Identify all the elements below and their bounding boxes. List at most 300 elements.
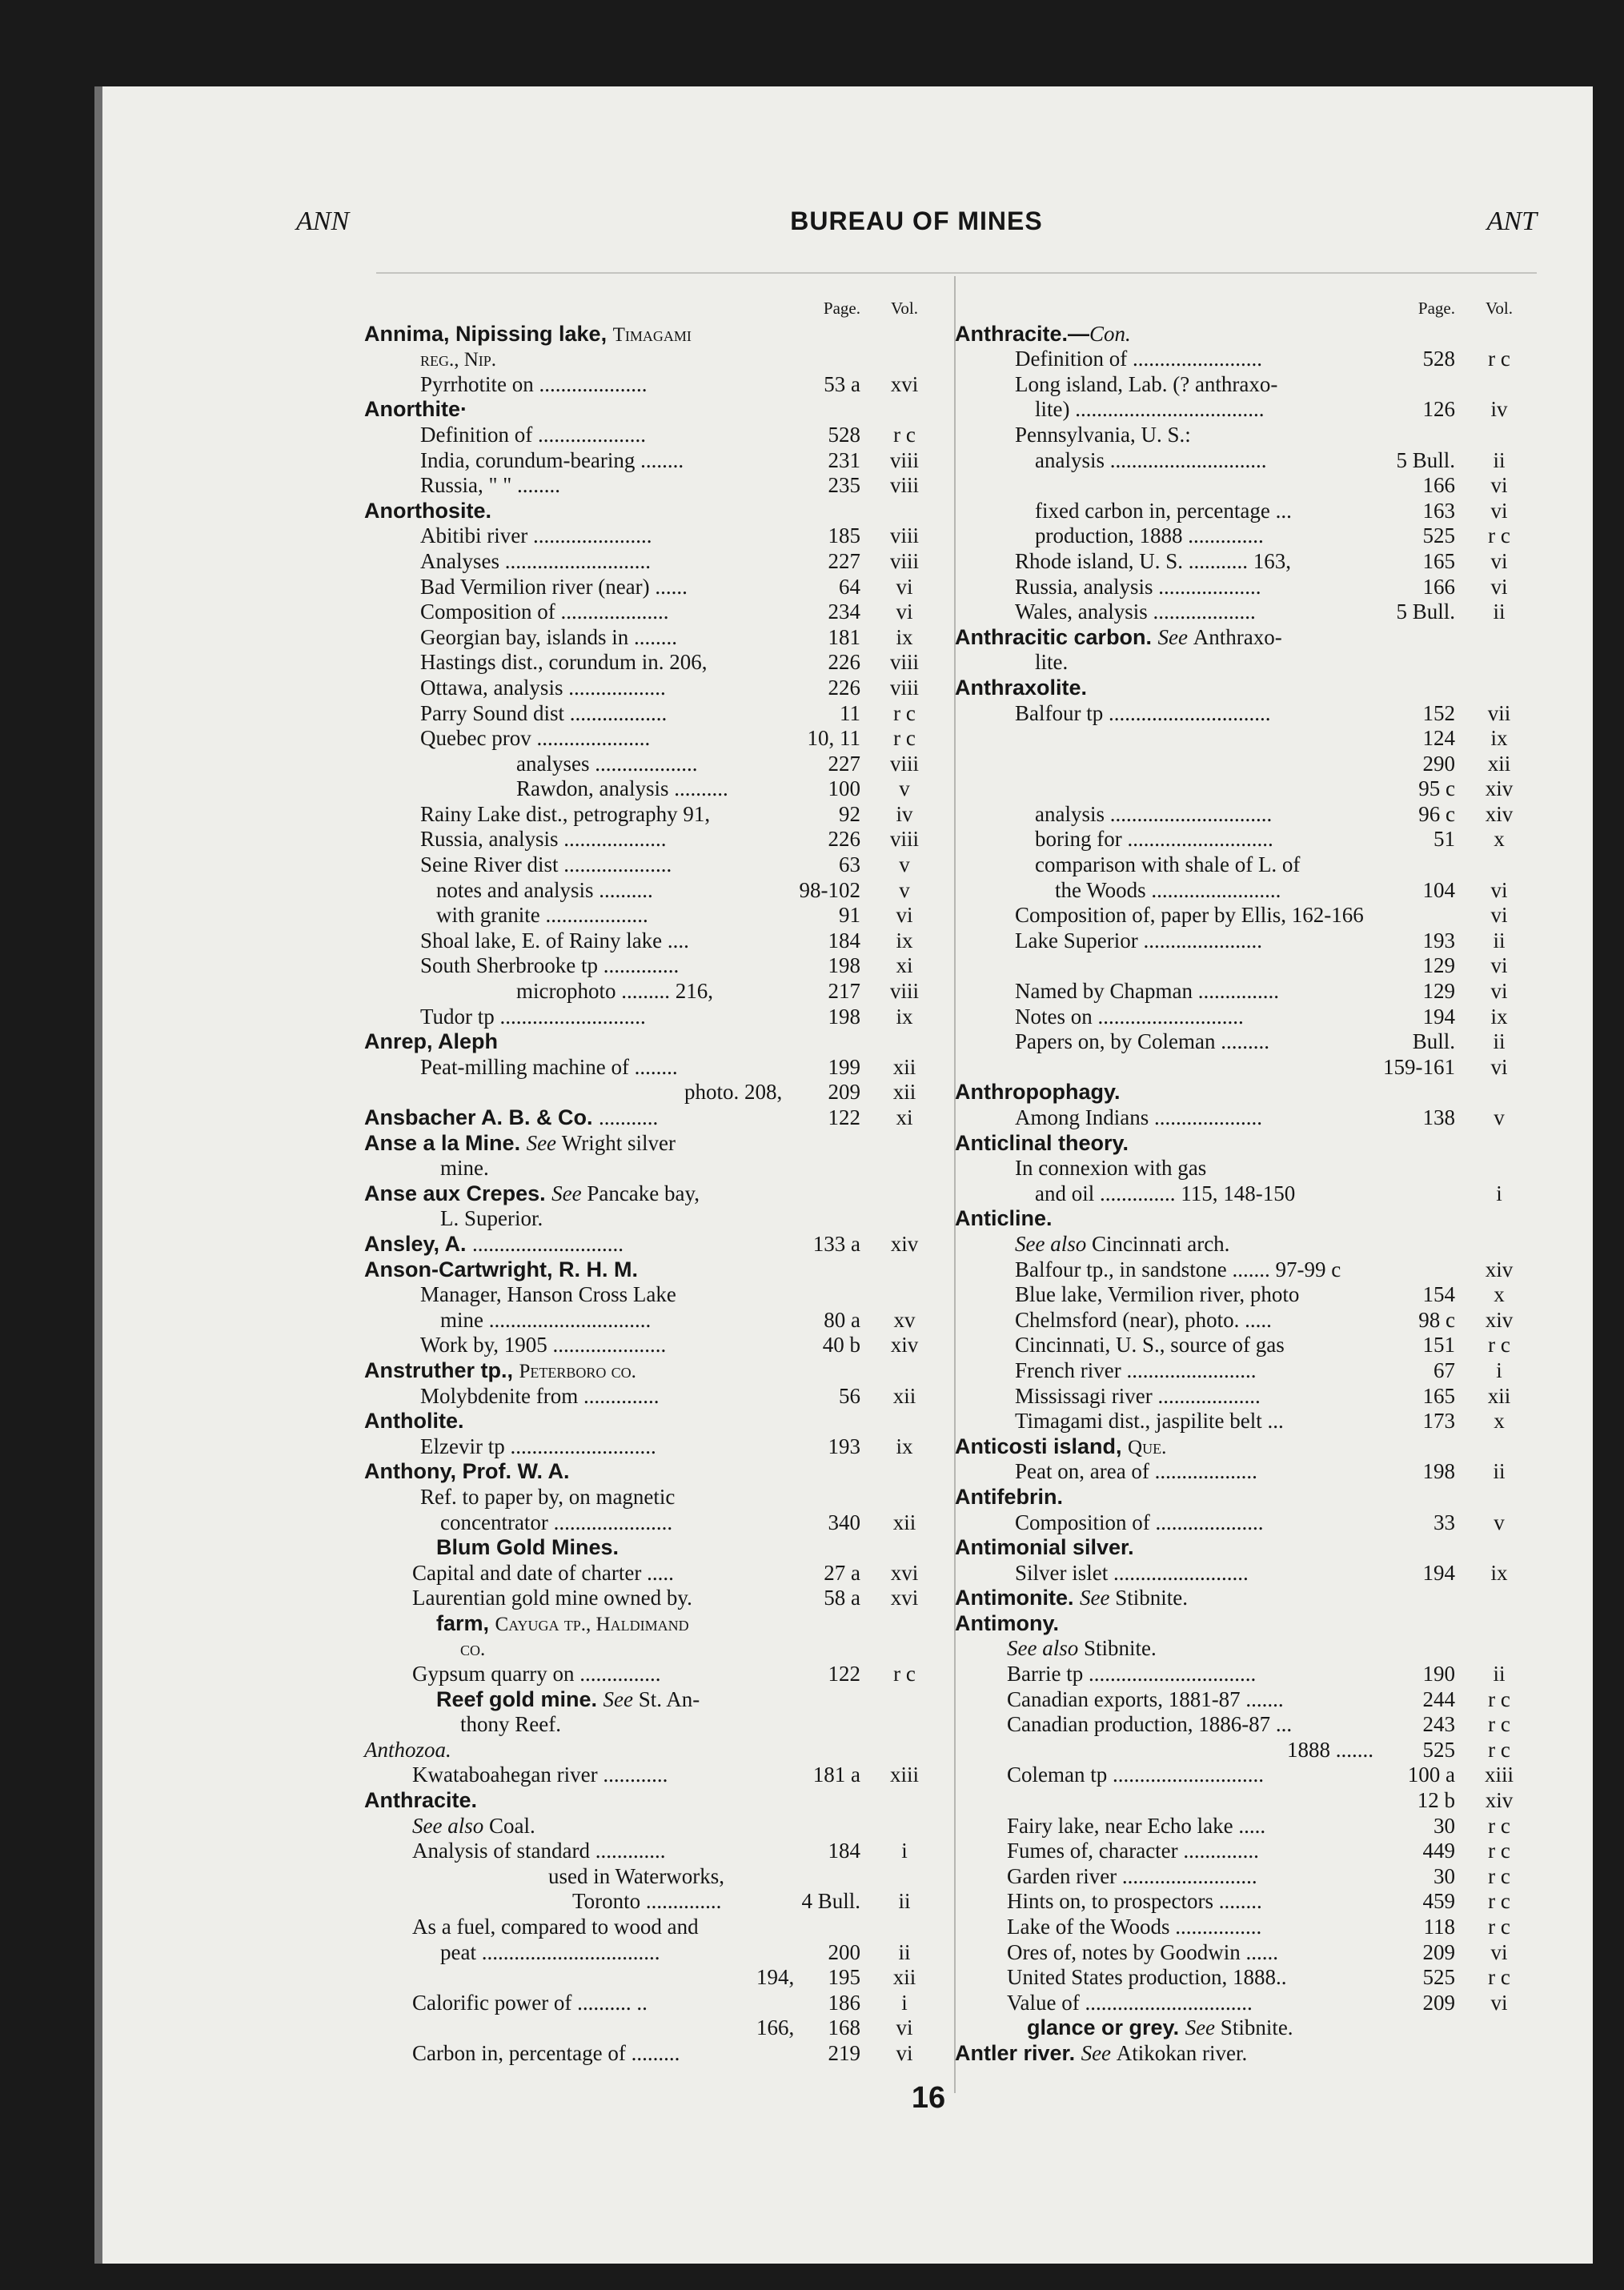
entry-text bbox=[440, 1156, 489, 1181]
entry-text bbox=[1015, 1384, 1261, 1410]
entry-subtext: Cayuga tp., Haldimand bbox=[495, 1613, 689, 1635]
index-entry bbox=[955, 1535, 1535, 1561]
entry-page: 234 bbox=[828, 600, 860, 624]
entry-text bbox=[1035, 1181, 1295, 1207]
entry-page: 227 bbox=[828, 751, 860, 776]
entry-heading: Anthracite. bbox=[364, 1788, 478, 1813]
entry-text bbox=[364, 1029, 498, 1055]
entry-volume: vi bbox=[1490, 903, 1508, 928]
entry-page: 340 bbox=[828, 1510, 860, 1534]
entry-label: Hastings dist., corundum in. 206, bbox=[420, 650, 708, 675]
entry-text bbox=[1015, 549, 1291, 575]
entry-heading: farm, bbox=[436, 1610, 495, 1635]
entry-label: microphoto ......... 216, bbox=[516, 979, 713, 1004]
index-entry bbox=[955, 650, 1535, 676]
entry-label: Definition of .................... bbox=[420, 422, 646, 447]
entry-volume: i bbox=[1496, 1181, 1502, 1205]
entry-text bbox=[955, 1586, 1188, 1611]
entry-volume: ix bbox=[1490, 1004, 1508, 1029]
index-entry bbox=[955, 802, 1535, 828]
index-entry bbox=[955, 953, 1535, 979]
entry-volume: xiv bbox=[1485, 1257, 1514, 1281]
entry-text bbox=[1015, 928, 1262, 954]
entry-volume: v bbox=[899, 852, 910, 877]
entry-text bbox=[420, 1434, 656, 1460]
entry-text bbox=[460, 1712, 561, 1738]
entry-text bbox=[420, 1384, 659, 1410]
entry-text bbox=[420, 650, 708, 676]
index-entry bbox=[955, 1712, 1535, 1738]
entry-text bbox=[1015, 1029, 1269, 1055]
entry-text bbox=[572, 1889, 721, 1915]
entry-page: 528 bbox=[828, 422, 860, 447]
entry-label: L. Superior. bbox=[440, 1206, 543, 1231]
entry-label: Manager, Hanson Cross Lake bbox=[420, 1282, 676, 1307]
entry-page: 198 bbox=[1422, 1459, 1455, 1484]
entry-subtext: Timagami bbox=[612, 323, 692, 346]
entry-label: analysis ............................. bbox=[1035, 447, 1267, 472]
entry-text bbox=[1035, 499, 1292, 524]
entry-page: 5 Bull. bbox=[1396, 447, 1455, 472]
entry-text bbox=[364, 322, 692, 348]
entry-label: co. bbox=[460, 1638, 486, 1661]
entry-volume: r c bbox=[1488, 1686, 1510, 1711]
entry-page: 168 bbox=[828, 2015, 860, 2040]
entry-page: 184 bbox=[828, 928, 860, 952]
index-entry bbox=[955, 2041, 1535, 2067]
entry-volume: vii bbox=[1487, 700, 1511, 725]
entry-text bbox=[955, 1611, 1059, 1637]
entry-page: 122 bbox=[828, 1105, 860, 1129]
entry-volume: ii bbox=[898, 1939, 911, 1964]
page-column-header: Page. bbox=[823, 299, 860, 318]
entry-page: Bull. bbox=[1412, 1029, 1455, 1054]
entry-page: 219 bbox=[828, 2040, 860, 2065]
entry-volume: vi bbox=[1490, 1990, 1508, 2015]
entry-heading: Antholite. bbox=[364, 1409, 464, 1434]
see-also-label: See also bbox=[1015, 1231, 1092, 1256]
entry-volume: xiv bbox=[1485, 1307, 1514, 1332]
index-entry bbox=[364, 397, 940, 423]
index-entry bbox=[364, 1005, 940, 1030]
index-entry bbox=[364, 1611, 940, 1637]
index-entry bbox=[364, 1687, 940, 1713]
index-entry bbox=[955, 523, 1535, 549]
index-entry bbox=[955, 1156, 1535, 1181]
entry-text bbox=[1015, 1005, 1244, 1030]
entry-volume: xii bbox=[1487, 751, 1511, 776]
index-entry bbox=[364, 575, 940, 600]
entry-volume: xii bbox=[892, 1080, 916, 1105]
index-entry bbox=[364, 1080, 940, 1105]
entry-label: analyses ................... bbox=[516, 751, 698, 776]
entry-label: Timagami dist., jaspilite belt ... bbox=[1015, 1409, 1284, 1434]
entry-volume: ii bbox=[1493, 1029, 1506, 1054]
entry-label: United States production, 1888.. bbox=[1007, 1965, 1287, 1990]
entry-volume: vi bbox=[1490, 473, 1508, 498]
entry-page: 80 a bbox=[824, 1307, 860, 1332]
entry-label: Wales, analysis ................... bbox=[1015, 600, 1256, 624]
index-entry bbox=[955, 1763, 1535, 1788]
entry-text bbox=[412, 1814, 535, 1839]
entry-volume: v bbox=[1494, 1510, 1505, 1534]
entry-label: Capital and date of charter ..... bbox=[412, 1560, 674, 1585]
index-entry bbox=[364, 1156, 940, 1181]
entry-label: Tudor tp ........................... bbox=[420, 1004, 646, 1029]
entry-page: 209 bbox=[1422, 1990, 1455, 2015]
entry-volume: r c bbox=[1488, 347, 1510, 371]
entry-text bbox=[420, 676, 666, 701]
entry-volume: xvi bbox=[890, 371, 919, 396]
entry-heading: Anse aux Crepes. bbox=[364, 1181, 552, 1205]
entry-text bbox=[1015, 1510, 1264, 1536]
entry-volume: viii bbox=[889, 523, 919, 548]
index-entry bbox=[364, 1206, 940, 1232]
index-entry bbox=[955, 1409, 1535, 1434]
entry-page: 226 bbox=[828, 675, 860, 700]
entry-label: Balfour tp .............................. bbox=[1015, 700, 1271, 725]
entry-text bbox=[436, 1611, 689, 1638]
entry-text bbox=[1035, 523, 1264, 549]
entry-volume: x bbox=[1494, 1409, 1505, 1434]
entry-page: 4 Bull. bbox=[801, 1889, 860, 1914]
index-entry bbox=[364, 322, 940, 347]
index-entry bbox=[364, 423, 940, 448]
entry-text bbox=[440, 1940, 660, 1966]
entry-page: 51 bbox=[1434, 827, 1455, 852]
entry-subtext: See St. An- bbox=[603, 1686, 700, 1711]
entry-text bbox=[420, 827, 667, 852]
index-entry bbox=[364, 776, 940, 802]
entry-label: Lake Superior ...................... bbox=[1015, 928, 1262, 952]
entry-volume: ix bbox=[1490, 1560, 1508, 1585]
entry-page: 166 bbox=[1422, 473, 1455, 498]
index-entry bbox=[364, 549, 940, 575]
entry-volume: v bbox=[1494, 1105, 1505, 1129]
entry-text bbox=[1015, 347, 1262, 372]
index-entry bbox=[364, 1409, 940, 1434]
index-entry bbox=[364, 752, 940, 777]
entry-text bbox=[364, 1738, 451, 1763]
index-entry bbox=[364, 1485, 940, 1510]
entry-heading: Anstruther tp., bbox=[364, 1358, 519, 1382]
entry-text bbox=[364, 1105, 658, 1131]
entry-text bbox=[516, 776, 728, 802]
entry-text bbox=[955, 1206, 1053, 1232]
entry-label: Composition of .................... bbox=[1015, 1510, 1264, 1534]
entry-label: As a fuel, compared to wood and bbox=[412, 1915, 699, 1939]
entry-text bbox=[420, 1485, 675, 1510]
entry-text bbox=[420, 372, 648, 398]
entry-volume: vi bbox=[1490, 498, 1508, 523]
index-entry bbox=[955, 1889, 1535, 1915]
entry-page: 100 bbox=[828, 776, 860, 801]
vol-column-header: Vol. bbox=[890, 299, 919, 318]
entry-volume: v bbox=[899, 776, 910, 801]
entry-volume: r c bbox=[893, 700, 916, 725]
index-entry bbox=[955, 776, 1535, 802]
index-entry bbox=[955, 1257, 1535, 1283]
entry-heading: Anticlinal theory. bbox=[955, 1130, 1129, 1155]
entry-label: French river ........................ bbox=[1015, 1358, 1257, 1382]
index-entry bbox=[955, 676, 1535, 701]
entry-text bbox=[1027, 2015, 1293, 2041]
entry-text bbox=[436, 1687, 700, 1713]
entry-volume: vi bbox=[1490, 574, 1508, 599]
entry-subtext: See Stibnite. bbox=[1080, 1586, 1188, 1610]
entry-text bbox=[955, 1131, 1129, 1157]
entry-text bbox=[364, 1788, 477, 1814]
index-entry bbox=[364, 1889, 940, 1915]
entry-page: 96 c bbox=[1418, 801, 1455, 826]
index-entry bbox=[364, 1308, 940, 1333]
entry-heading: Ansley, A. bbox=[364, 1231, 473, 1256]
entry-text bbox=[412, 1561, 674, 1586]
entry-heading: Antler river. bbox=[955, 2040, 1081, 2065]
index-entry bbox=[955, 1232, 1535, 1257]
entry-page: 525 bbox=[1422, 1965, 1455, 1990]
entry-volume: ii bbox=[1493, 928, 1506, 952]
entry-text bbox=[420, 523, 652, 549]
index-entry bbox=[364, 1257, 940, 1283]
entry-label: Named by Chapman ............... bbox=[1015, 979, 1279, 1004]
index-entry bbox=[364, 928, 940, 954]
entry-label: Hints on, to prospectors ........ bbox=[1007, 1889, 1262, 1914]
entry-text bbox=[440, 1308, 651, 1333]
entry-volume: iv bbox=[896, 801, 913, 826]
entry-page: 227 bbox=[828, 548, 860, 573]
entry-text bbox=[1035, 650, 1068, 676]
entry-label: used in Waterworks, bbox=[548, 1863, 725, 1888]
entry-page: 244 bbox=[1422, 1686, 1455, 1711]
entry-text bbox=[420, 1005, 646, 1030]
entry-volume: xiv bbox=[1485, 776, 1514, 801]
entry-page: 159-161 bbox=[1383, 1054, 1455, 1079]
index-entry bbox=[955, 473, 1535, 499]
entry-page: 138 bbox=[1422, 1105, 1455, 1129]
index-entry bbox=[955, 1788, 1535, 1814]
entry-text bbox=[412, 1662, 660, 1687]
entry-heading: Anthracite.— bbox=[955, 321, 1090, 346]
entry-subtext: See Stibnite. bbox=[1185, 2015, 1293, 2040]
entry-volume: r c bbox=[1488, 1965, 1510, 1990]
entry-volume: xii bbox=[892, 1383, 916, 1408]
entry-volume: vi bbox=[896, 2040, 913, 2065]
entry-text bbox=[436, 1535, 619, 1561]
running-header bbox=[296, 207, 1537, 239]
entry-text bbox=[436, 878, 653, 904]
entry-label: Toronto .............. bbox=[572, 1889, 722, 1914]
entry-text bbox=[1007, 1712, 1292, 1738]
entry-page: 27 a bbox=[824, 1560, 860, 1585]
entry-label: Value of ............................... bbox=[1007, 1990, 1253, 2015]
entry-page: 133 a bbox=[812, 1231, 860, 1256]
index-entry bbox=[955, 1282, 1535, 1308]
entry-text bbox=[460, 1636, 485, 1662]
entry-label: Elzevir tp ........................... bbox=[420, 1434, 656, 1458]
entry-text bbox=[1007, 1839, 1259, 1864]
entry-label: Peat-milling machine of ........ bbox=[420, 1054, 678, 1079]
entry-label: Garden river ......................... bbox=[1007, 1863, 1257, 1888]
entry-label: Definition of ........................ bbox=[1015, 347, 1262, 371]
entry-text bbox=[420, 600, 669, 625]
entry-text bbox=[412, 1915, 699, 1940]
entry-text bbox=[1015, 701, 1270, 727]
entry-page: 124 bbox=[1422, 726, 1455, 751]
entry-label: Laurentian gold mine owned by. bbox=[412, 1586, 692, 1610]
entry-label: Fairy lake, near Echo lake ..... bbox=[1007, 1813, 1266, 1838]
entry-label: Pennsylvania, U. S.: bbox=[1015, 422, 1191, 447]
entry-text bbox=[420, 473, 560, 499]
entry-text bbox=[412, 1839, 665, 1864]
entry-label: Rainy Lake dist., petrography 91, bbox=[420, 801, 711, 826]
entry-text bbox=[440, 1510, 672, 1536]
entry-page: 166 bbox=[1422, 574, 1455, 599]
entry-heading: Anthony, Prof. W. A. bbox=[364, 1459, 570, 1484]
entry-page: 63 bbox=[839, 852, 860, 877]
entry-text bbox=[548, 1864, 724, 1890]
entry-volume: viii bbox=[889, 979, 919, 1004]
index-entry bbox=[955, 878, 1535, 904]
index-entry bbox=[955, 1434, 1535, 1460]
entry-page: 528 bbox=[1422, 347, 1455, 371]
entry-label: notes and analysis .......... bbox=[436, 877, 653, 902]
entry-page: 185 bbox=[828, 523, 860, 548]
entry-label: 166, bbox=[756, 2015, 795, 2040]
entry-text bbox=[1007, 1940, 1278, 1966]
entry-label: peat ................................. bbox=[440, 1939, 660, 1964]
entry-label: Ottawa, analysis .................. bbox=[420, 675, 666, 700]
entry-volume: r c bbox=[1488, 1839, 1510, 1863]
entry-text bbox=[955, 2041, 1247, 2067]
index-entry bbox=[364, 1915, 940, 1940]
entry-volume: ii bbox=[1493, 600, 1506, 624]
entry-heading: glance or grey. bbox=[1027, 2015, 1185, 2040]
entry-volume: viii bbox=[889, 827, 919, 852]
entry-page: 129 bbox=[1422, 953, 1455, 978]
entry-page: 165 bbox=[1422, 548, 1455, 573]
entry-page: 199 bbox=[828, 1054, 860, 1079]
entry-label: India, corundum-bearing ........ bbox=[420, 447, 684, 472]
index-entry bbox=[955, 1384, 1535, 1410]
entry-volume: r c bbox=[1488, 1915, 1510, 1939]
index-entry bbox=[955, 1055, 1535, 1081]
entry-text bbox=[955, 1434, 1166, 1461]
index-entry bbox=[364, 1535, 940, 1561]
header-title: BUREAU OF MINES bbox=[790, 207, 1043, 235]
entry-volume: xii bbox=[892, 1510, 916, 1534]
entry-label: 1888 ....... bbox=[1287, 1737, 1373, 1762]
entry-volume: r c bbox=[893, 1662, 916, 1686]
entry-text bbox=[1015, 979, 1279, 1005]
entry-label: Quebec prov ..................... bbox=[420, 726, 651, 751]
entry-page: 30 bbox=[1434, 1813, 1455, 1838]
entry-text bbox=[955, 625, 1282, 651]
entry-label: Fumes of, character .............. bbox=[1007, 1839, 1259, 1863]
entry-volume: vi bbox=[1490, 979, 1508, 1004]
entry-text bbox=[364, 1181, 700, 1207]
entry-heading: Anthropophagy. bbox=[955, 1080, 1121, 1105]
index-entry bbox=[955, 1029, 1535, 1055]
entry-label: Gypsum quarry on ............... bbox=[412, 1662, 661, 1686]
entry-page: 67 bbox=[1434, 1358, 1455, 1382]
index-entry bbox=[364, 1384, 940, 1410]
entry-label: Bad Vermilion river (near) ...... bbox=[420, 574, 688, 599]
entry-volume: xiii bbox=[889, 1763, 919, 1787]
index-entry bbox=[955, 1940, 1535, 1966]
entry-page: 217 bbox=[828, 979, 860, 1004]
index-entry bbox=[364, 953, 940, 979]
entry-volume: xiv bbox=[1485, 801, 1514, 826]
index-entry bbox=[955, 1864, 1535, 1890]
entry-page: 100 a bbox=[1407, 1763, 1455, 1787]
entry-page: 194 bbox=[1422, 1004, 1455, 1029]
entry-text bbox=[364, 499, 491, 524]
entry-text bbox=[1015, 903, 1364, 928]
index-entry bbox=[364, 1510, 940, 1536]
entry-page: 104 bbox=[1422, 877, 1455, 902]
entry-label: Analysis of standard ............. bbox=[412, 1839, 666, 1863]
entry-label: See also Stibnite. bbox=[1007, 1636, 1157, 1661]
entry-volume: x bbox=[1494, 1282, 1505, 1307]
see-also-label: See also bbox=[1007, 1636, 1084, 1661]
entry-volume: vi bbox=[896, 600, 913, 624]
entry-subtext: See Anthraxo- bbox=[1157, 624, 1282, 649]
entry-heading: Anorthosite. bbox=[364, 498, 491, 523]
entry-volume: r c bbox=[1488, 1813, 1510, 1838]
entry-label: Peat on, area of ................... bbox=[1015, 1459, 1257, 1484]
header-rule bbox=[376, 272, 1537, 274]
index-entry bbox=[364, 827, 940, 852]
entry-text bbox=[1007, 1915, 1261, 1940]
entry-volume: vi bbox=[1490, 877, 1508, 902]
index-entry bbox=[955, 1636, 1535, 1662]
entry-volume: i bbox=[1496, 1358, 1502, 1382]
entry-page: 152 bbox=[1422, 700, 1455, 725]
index-entry bbox=[955, 1662, 1535, 1687]
entry-label: thony Reef. bbox=[460, 1712, 561, 1737]
entry-label: Russia, " " ........ bbox=[420, 473, 561, 498]
entry-label: Abitibi river ...................... bbox=[420, 523, 652, 548]
entry-page: 193 bbox=[1422, 928, 1455, 952]
index-entry bbox=[955, 827, 1535, 852]
entry-text bbox=[364, 1358, 636, 1385]
entry-subtext: See Pancake bay, bbox=[551, 1181, 700, 1205]
entry-volume: xii bbox=[892, 1054, 916, 1079]
right-index-column bbox=[955, 296, 1535, 2067]
index-entry bbox=[364, 523, 940, 549]
entry-page: 122 bbox=[828, 1662, 860, 1686]
entry-volume: r c bbox=[1488, 1863, 1510, 1888]
entry-volume: ii bbox=[898, 1889, 911, 1914]
entry-page: 151 bbox=[1422, 1333, 1455, 1358]
entry-heading: Ansbacher A. B. & Co. bbox=[364, 1105, 599, 1129]
index-entry bbox=[364, 1434, 940, 1460]
entry-label: Mississagi river ................... bbox=[1015, 1383, 1261, 1408]
entry-text bbox=[364, 1257, 638, 1283]
entry-page: 40 b bbox=[822, 1333, 860, 1358]
index-entry bbox=[955, 752, 1535, 777]
entry-text bbox=[1035, 448, 1267, 474]
entry-label: See also Cincinnati arch. bbox=[1015, 1231, 1230, 1256]
entry-text bbox=[1035, 802, 1272, 828]
entry-page: 194 bbox=[1422, 1560, 1455, 1585]
entry-label: boring for ........................... bbox=[1035, 827, 1273, 852]
entry-page: 129 bbox=[1422, 979, 1455, 1004]
entry-volume: viii bbox=[889, 751, 919, 776]
entry-label: Shoal lake, E. of Rainy lake .... bbox=[420, 928, 689, 952]
entry-label: Seine River dist .................... bbox=[420, 852, 672, 877]
